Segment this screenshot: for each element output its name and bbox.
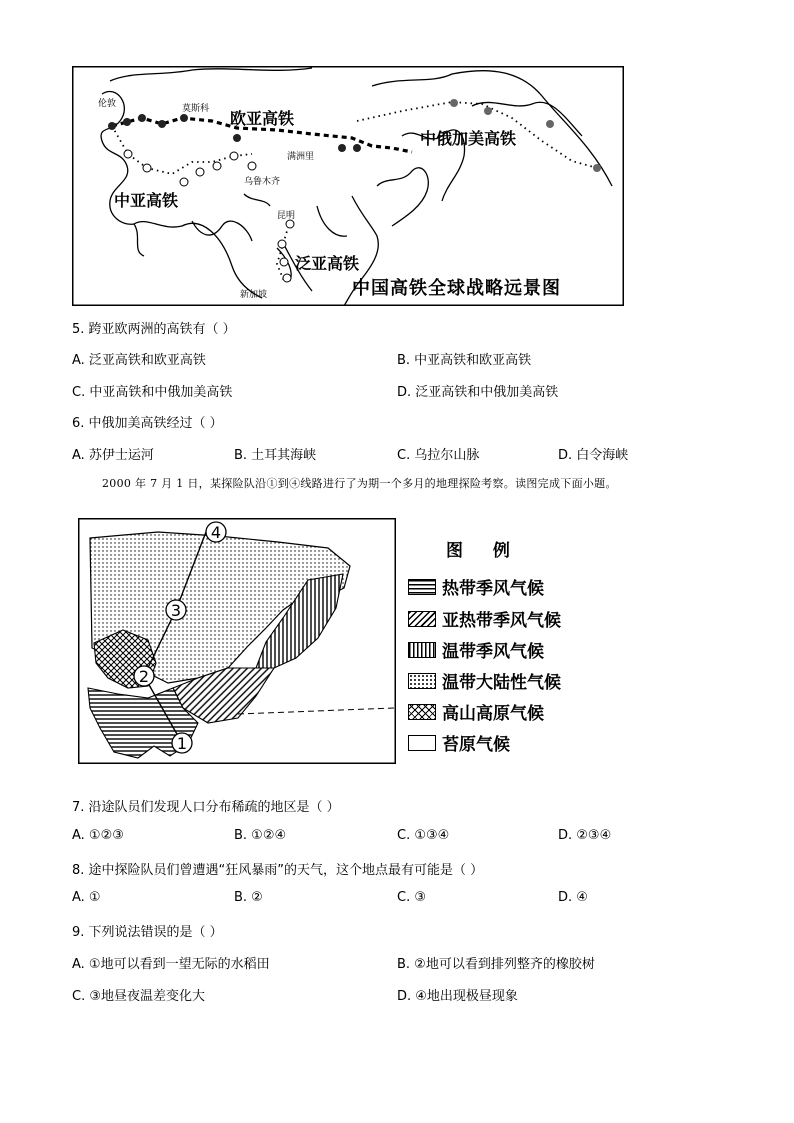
legend-label: 高山高原气候 <box>442 704 544 724</box>
station-dot <box>546 120 554 128</box>
question-5-stem: 5. 跨亚欧两洲的高铁有（ ） <box>72 322 236 337</box>
legend-swatch-subtropical <box>408 611 436 627</box>
legend-swatch-highland <box>408 704 436 720</box>
map1-title: 中国高铁全球战略远景图 <box>352 278 561 299</box>
q7-option-c[interactable]: C. ①③④ <box>397 828 450 843</box>
q9-option-c[interactable]: C. ③地昼夜温差变化大 <box>72 989 205 1004</box>
legend-label: 热带季风气候 <box>442 579 544 599</box>
station-dot <box>248 162 256 170</box>
question-9-stem: 9. 下列说法错误的是（ ） <box>72 925 223 940</box>
q9-option-d[interactable]: D. ④地出现极昼现象 <box>397 989 518 1004</box>
q8-option-b[interactable]: B. ② <box>234 890 263 905</box>
q9-option-b[interactable]: B. ②地可以看到排列整齐的橡胶树 <box>397 957 595 972</box>
station-dot <box>484 107 492 115</box>
city-label-manzhouli: 满洲里 <box>287 152 315 162</box>
q6-option-d[interactable]: D. 白令海峡 <box>558 448 629 463</box>
city-label-london: 伦敦 <box>98 99 117 109</box>
station-dot <box>138 114 146 122</box>
station-dot <box>196 168 204 176</box>
station-dot <box>338 144 346 152</box>
q5-option-c[interactable]: C. 中亚高铁和中俄加美高铁 <box>72 385 233 400</box>
legend-label: 温带季风气候 <box>442 642 544 662</box>
climate-map <box>78 518 396 764</box>
question-7-stem: 7. 沿途队员们发现人口分布稀疏的地区是（ ） <box>72 800 340 815</box>
group-intro: 2000 年 7 月 1 日，某探险队沿①到④线路进行了为期一个多月的地理探险考察。读图完成下面小题。 <box>102 477 617 490</box>
station-dot <box>593 164 601 172</box>
q5-option-d[interactable]: D. 泛亚高铁和中俄加美高铁 <box>397 385 559 400</box>
legend-item <box>408 730 510 755</box>
legend-label: 苔原气候 <box>442 735 510 755</box>
route-label-central-asia: 中亚高铁 <box>114 191 179 210</box>
station-dot <box>233 134 241 142</box>
station-dot <box>108 122 116 130</box>
legend-label: 亚热带季风气候 <box>442 611 561 631</box>
q6-option-a[interactable]: A. 苏伊士运河 <box>72 448 154 463</box>
route-label-pan-asia: 泛亚高铁 <box>295 254 360 273</box>
legend-swatch-continental <box>408 673 436 689</box>
legend-item <box>408 668 561 693</box>
station-dot <box>286 220 294 228</box>
station-dot <box>180 178 188 186</box>
legend-title: 图 例 <box>446 541 522 561</box>
legend-item <box>408 606 561 631</box>
station-dot <box>213 162 221 170</box>
q6-option-b[interactable]: B. 土耳其海峡 <box>234 448 317 463</box>
city-label-moscow: 莫斯科 <box>182 104 210 114</box>
point-2-label: 2 <box>138 667 150 686</box>
station-dot <box>180 114 188 122</box>
q6-option-c[interactable]: C. 乌拉尔山脉 <box>397 448 480 463</box>
station-dot <box>280 258 288 266</box>
question-8-stem: 8. 途中探险队员们曾遭遇“狂风暴雨”的天气，这个地点最有可能是（ ） <box>72 863 484 878</box>
legend-swatch-tropical <box>408 579 436 595</box>
station-dot <box>230 152 238 160</box>
legend-item <box>408 574 544 599</box>
point-1-label: 1 <box>176 734 188 753</box>
city-label-kunming: 昆明 <box>277 211 296 221</box>
q5-option-a[interactable]: A. 泛亚高铁和欧亚高铁 <box>72 353 206 368</box>
station-dot <box>143 164 151 172</box>
city-label-urumqi: 乌鲁木齐 <box>244 177 281 187</box>
station-dot <box>353 144 361 152</box>
climate-legend <box>408 536 598 766</box>
station-dot <box>124 150 132 158</box>
station-dot <box>278 240 286 248</box>
point-4-label: 4 <box>210 523 222 542</box>
q5-option-b[interactable]: B. 中亚高铁和欧亚高铁 <box>397 353 532 368</box>
q7-option-d[interactable]: D. ②③④ <box>558 828 612 843</box>
q8-option-c[interactable]: C. ③ <box>397 890 426 905</box>
legend-label: 温带大陆性气候 <box>442 673 561 693</box>
q7-option-b[interactable]: B. ①②④ <box>234 828 287 843</box>
route-label-china-russia-america: 中俄加美高铁 <box>420 129 517 148</box>
legend-item <box>408 637 544 662</box>
route-label-eurasia: 欧亚高铁 <box>230 109 295 128</box>
q7-option-a[interactable]: A. ①②③ <box>72 828 124 843</box>
point-3-label: 3 <box>170 601 182 620</box>
station-dot <box>283 274 291 282</box>
city-label-singapore: 新加坡 <box>240 290 268 300</box>
station-dot <box>450 99 458 107</box>
q8-option-a[interactable]: A. ① <box>72 890 101 905</box>
rail-strategy-map <box>72 66 624 306</box>
legend-swatch-tundra <box>408 735 436 751</box>
q8-option-d[interactable]: D. ④ <box>558 890 588 905</box>
question-6-stem: 6. 中俄加美高铁经过（ ） <box>72 416 223 431</box>
q9-option-a[interactable]: A. ①地可以看到一望无际的水稻田 <box>72 957 270 972</box>
station-dot <box>123 118 131 126</box>
station-dot <box>158 120 166 128</box>
legend-item <box>408 699 544 724</box>
legend-swatch-temperate-monsoon <box>408 642 436 658</box>
